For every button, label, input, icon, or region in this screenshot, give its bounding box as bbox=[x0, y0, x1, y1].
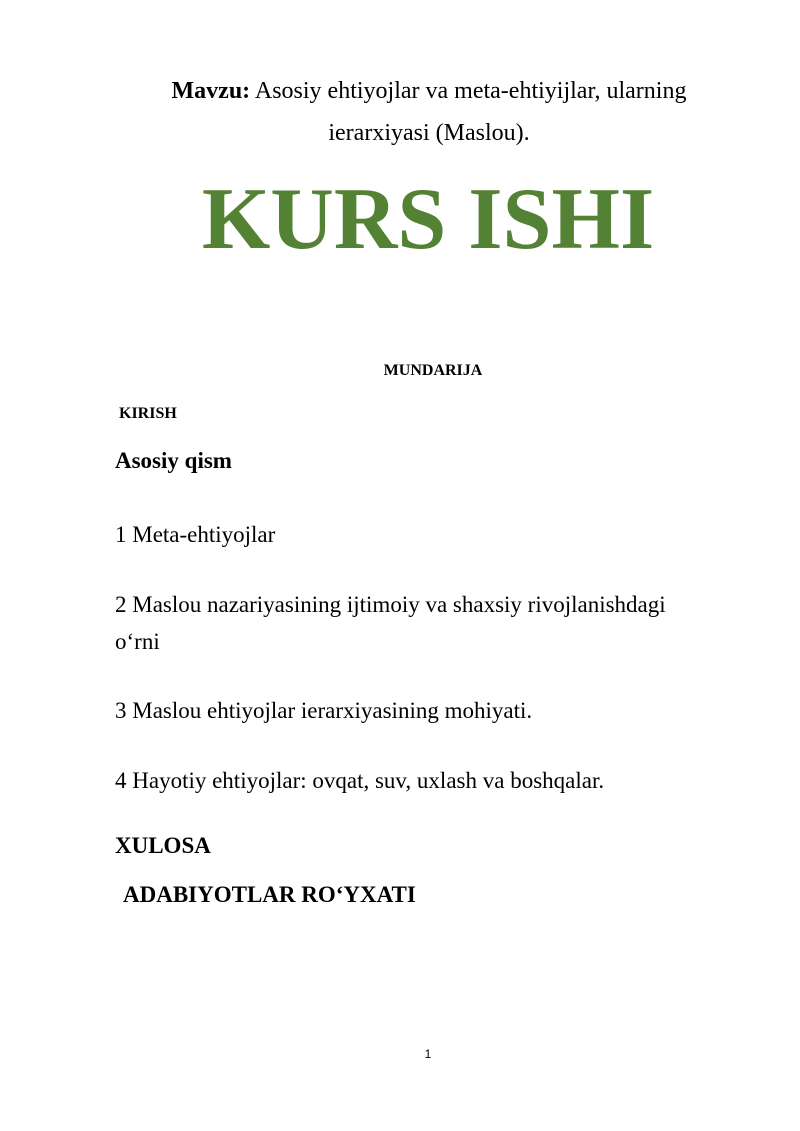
topic-label: Mavzu: bbox=[171, 78, 251, 104]
toc-conclusion: XULOSA bbox=[115, 833, 211, 858]
page-number: 1 bbox=[424, 1047, 432, 1061]
toc-item-1: 1 Meta-ehtiyojlar bbox=[115, 522, 276, 547]
topic-line-1 bbox=[0, 76, 800, 106]
topic-text-1: Asosiy ehtiyojlar va meta-ehtiyijlar, ularning bbox=[250, 78, 687, 104]
topic-line-2: ierarxiyasi (Maslou). bbox=[328, 120, 530, 146]
toc-introduction: KIRISH bbox=[119, 405, 177, 422]
toc-main-part: Asosiy qism bbox=[115, 448, 232, 473]
toc-item-3: 3 Maslou ehtiyojlar ierarxiyasining mohiyati. bbox=[115, 698, 533, 723]
contents-heading: MUNDARIJA bbox=[383, 362, 483, 379]
toc-item-2: 2 Maslou nazariyasining ijtimoiy va shaxsiy rivojlanishdagi o‘rni bbox=[115, 592, 666, 654]
course-work-title: KURS ISHI bbox=[201, 171, 655, 268]
toc-item-4: 4 Hayotiy ehtiyojlar: ovqat, suv, uxlash va boshqalar. bbox=[115, 768, 605, 793]
toc-references: ADABIYOTLAR RO‘YXATI bbox=[123, 882, 416, 907]
